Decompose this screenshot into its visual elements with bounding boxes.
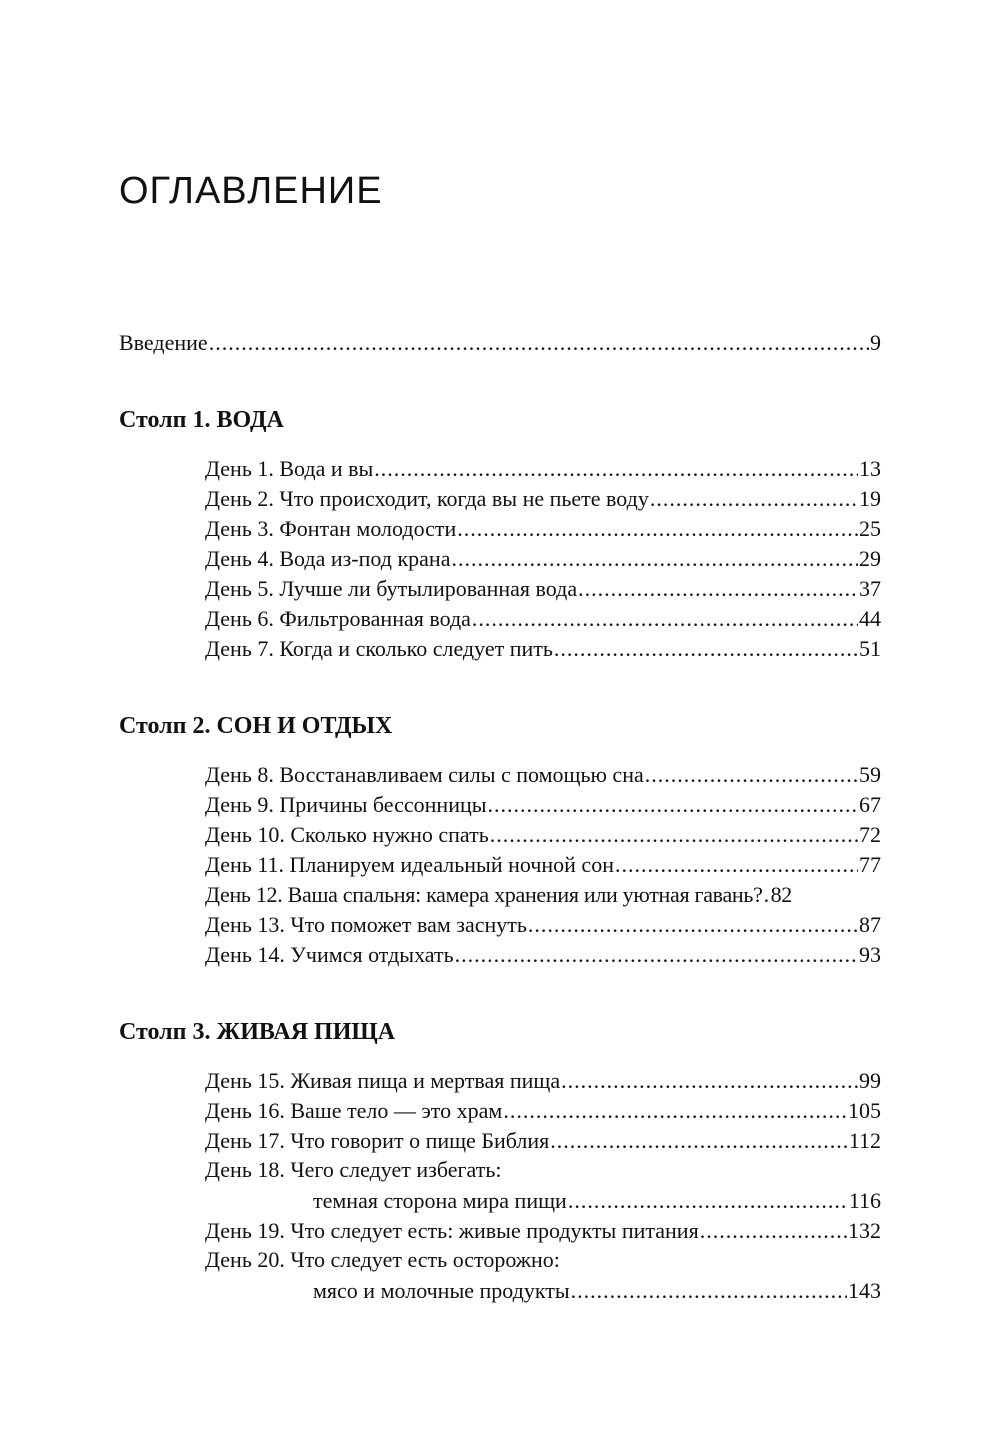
dot-leader [550, 1128, 848, 1154]
toc-entry-page: 25 [859, 516, 881, 541]
toc-entry-label: День 17. Что говорит о пище Библия [205, 1128, 550, 1153]
toc-entry-page: 99 [859, 1068, 881, 1093]
toc-entry-page: 87 [859, 912, 881, 937]
toc-entry-page: 44 [859, 606, 881, 631]
toc-entry-label: Введение [119, 330, 208, 355]
toc-entry[interactable] [205, 572, 881, 602]
toc-entry[interactable] [205, 818, 881, 848]
dot-leader [490, 822, 858, 848]
dot-leader [561, 1068, 858, 1094]
toc-entry[interactable] [205, 788, 881, 818]
dot-leader [650, 486, 858, 512]
dot-leader [451, 546, 858, 572]
dot-leader [472, 606, 858, 632]
toc-entry-page: 51 [859, 636, 881, 661]
toc-entry-page: 82 [770, 882, 793, 907]
toc-entry[interactable] [313, 1274, 881, 1304]
toc-entry[interactable] [205, 452, 881, 482]
toc-entry-page: 9 [870, 330, 881, 355]
dot-leader [503, 1098, 847, 1124]
toc-entry-label: День 8. Восстанавливаем силы с помощью сна [205, 762, 644, 787]
toc-entry-label: День 19. Что следует есть: живые продукты питания [205, 1218, 699, 1243]
toc-entry-page: 67 [859, 792, 881, 817]
dot-leader [571, 1278, 847, 1304]
toc-entry-label: День 6. Фильтрованная вода [205, 606, 471, 631]
dot-leader [645, 762, 858, 788]
toc-entry[interactable] [205, 878, 881, 908]
toc-entry-page: 77 [859, 852, 881, 877]
toc-entry-page: 19 [859, 486, 881, 511]
pillar-heading-living-food: Столп 3. ЖИВАЯ ПИЩА [119, 1019, 396, 1045]
toc-entry-label: День 9. Причины бессонницы [205, 792, 487, 817]
dot-leader [554, 636, 858, 662]
dot-leader [457, 516, 858, 542]
toc-entry[interactable] [205, 632, 881, 662]
page-title: ОГЛАВЛЕНИЕ [119, 170, 383, 212]
dot-leader [488, 792, 858, 818]
dot-leader [615, 852, 858, 878]
toc-entry[interactable] [205, 482, 881, 512]
dot-leader [374, 456, 858, 482]
toc-entry[interactable] [205, 1214, 881, 1244]
toc-entry-label: День 2. Что происходит, когда вы не пьете воду [205, 486, 649, 511]
dot-leader [578, 576, 858, 602]
toc-entry-label: День 14. Учимся отдыхать [205, 942, 454, 967]
toc-entry-page: 93 [859, 942, 881, 967]
toc-entry-first-line[interactable]: День 20. Что следует есть осторожно: [205, 1247, 560, 1272]
toc-entry-page: 116 [848, 1188, 881, 1213]
toc-entry-page: 59 [859, 762, 881, 787]
dot-leader [568, 1188, 848, 1214]
toc-entry[interactable] [205, 602, 881, 632]
toc-entry-page: 29 [859, 546, 881, 571]
toc-entry-label: День 7. Когда и сколько следует пить [205, 636, 553, 661]
toc-entry-page: 13 [859, 456, 881, 481]
dot-leader [455, 942, 858, 968]
toc-entry[interactable] [205, 542, 881, 572]
toc-entry-label: День 13. Что поможет вам заснуть [205, 912, 527, 937]
dot-leader [528, 912, 858, 938]
toc-entry-label: День 4. Вода из-под крана [205, 546, 451, 571]
dot-leader [764, 882, 770, 908]
dot-leader [209, 330, 869, 356]
toc-entry[interactable] [205, 1124, 881, 1154]
toc-entry-continuation: темная сторона мира пищи [313, 1188, 567, 1213]
toc-entry-continuation: мясо и молочные продукты [313, 1278, 570, 1303]
dot-leader [700, 1218, 847, 1244]
toc-entry-label: День 12. Ваша спальня: камера хранения или уютная гавань? [205, 882, 763, 907]
toc-entry-page: 112 [848, 1128, 881, 1153]
toc-entry-label: День 1. Вода и вы [205, 456, 374, 481]
toc-entry[interactable] [205, 1094, 881, 1124]
toc-entry[interactable] [205, 938, 881, 968]
toc-entry-label: День 10. Сколько нужно спать [205, 822, 489, 847]
toc-entry[interactable] [205, 512, 881, 542]
toc-entry[interactable] [205, 1064, 881, 1094]
toc-entry[interactable] [313, 1184, 881, 1214]
toc-entry-label: День 3. Фонтан молодости [205, 516, 457, 541]
toc-entry-page: 105 [848, 1098, 881, 1123]
toc-entry-introduction[interactable] [119, 326, 881, 356]
pillar-heading-sleep: Столп 2. СОН И ОТДЫХ [119, 713, 393, 739]
toc-entry-label: День 11. Планируем идеальный ночной сон [205, 852, 614, 877]
toc-entry-page: 132 [848, 1218, 881, 1243]
toc-entry-page: 72 [859, 822, 881, 847]
toc-entry-label: День 15. Живая пища и мертвая пища [205, 1068, 561, 1093]
toc-entry-label: День 16. Ваше тело — это храм [205, 1098, 503, 1123]
toc-entry-page: 143 [848, 1278, 881, 1303]
toc-entry[interactable] [205, 758, 881, 788]
toc-entry-first-line[interactable]: День 18. Чего следует избегать: [205, 1157, 502, 1182]
toc-entry-page: 37 [859, 576, 881, 601]
pillar-heading-water: Столп 1. ВОДА [119, 407, 284, 433]
toc-entry[interactable] [205, 848, 881, 878]
toc-entry[interactable] [205, 908, 881, 938]
toc-entry-label: День 5. Лучше ли бутылированная вода [205, 576, 578, 601]
